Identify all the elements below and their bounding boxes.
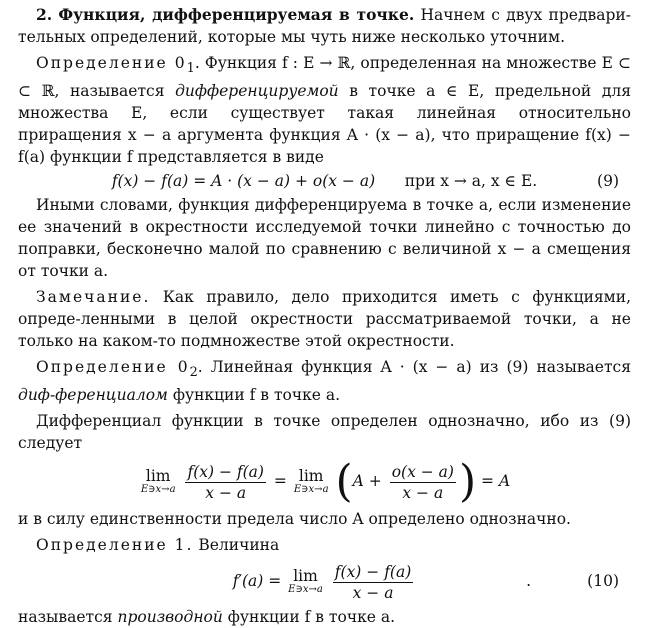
definition-0-1	[18, 52, 631, 168]
limit-A-plus: A +	[352, 472, 382, 491]
limit-result: = A	[481, 472, 511, 491]
equation-9-number: (9)	[597, 172, 619, 191]
section-heading-paragraph	[18, 4, 631, 48]
definition-0-1-label: Определение 0	[36, 54, 187, 72]
section-intro: Начнем с двух предвари-тельных определений, которые мы чуть ниже несколько уточним.	[18, 6, 631, 46]
definition-1	[18, 534, 631, 556]
definition-0-1-term: дифференцируемой	[175, 82, 339, 101]
paragraph-differential: Дифференциал функции в точке определен однозначно, ибо из (9) следует	[18, 412, 631, 453]
equation-10-dot: .	[526, 572, 531, 591]
section-number: 2.	[36, 5, 53, 24]
derivative-term: производной	[117, 608, 223, 627]
equation-9	[18, 170, 631, 192]
definition-0-2-text-b: функции f в точке a.	[167, 386, 341, 405]
limit-equals: =	[273, 472, 287, 491]
definition-1-text: Величина	[193, 536, 280, 555]
definition-0-2-text-a: . Линейная функция A · (x − a) из (9) называется	[197, 358, 631, 377]
paragraph-uniqueness: и в силу единственности предела число A определено однозначно.	[18, 510, 571, 529]
limit-3: lim E∋x→a	[288, 567, 323, 596]
definition-0-2-label: Определение 0	[36, 358, 190, 377]
equation-10	[18, 558, 631, 604]
limit-1: lim E∋x→a	[140, 467, 176, 496]
derivative-text-a: называется	[18, 608, 118, 627]
derivative-text-b: функции f в точке a.	[222, 608, 396, 627]
limit-equation	[18, 456, 631, 506]
definition-0-2-subscript: 2	[189, 365, 198, 381]
definition-1-label: Определение 1.	[36, 536, 194, 555]
paragraph-derivative	[18, 606, 631, 628]
right-paren: )	[458, 456, 477, 508]
definition-0-1-text-b: в точке a ∈ E, предельной для множества E, если существует такая линейная относительно приращения x − a аргумента функция A · (x − a), что приращение f(x) − f(a) функции f представляется в виде	[18, 82, 631, 167]
small-o-quotient: $\frac{o(x - a)}{x - a}$	[391, 462, 454, 502]
remark	[18, 286, 631, 352]
equation-10-number: (10)	[587, 572, 619, 591]
definition-0-1-text-a: . Функция f : E → ℝ, определенная на множестве E ⊂ ⊂ ℝ, называется	[18, 54, 631, 101]
remark-text: Как правило, дело приходится иметь с функциями, опреде-ленными в целой окрестности рассматриваемой точки, а не только на каком-то подмножестве этой окрестности.	[18, 288, 631, 351]
limit-2: lim E∋x→a	[293, 467, 329, 496]
left-paren: (	[335, 456, 353, 508]
derivative-lhs: f′(a) =	[232, 572, 282, 591]
definition-0-2-term: диф-ференциалом	[18, 386, 168, 405]
equation-9-formula: f(x) − f(a) = A · (x − a) + o(x − a)	[111, 172, 376, 191]
remark-label: Замечание.	[36, 288, 151, 307]
equation-9-condition: при x → a, x ∈ E.	[404, 172, 538, 191]
derivative-quotient: $\frac{f(x) - f(a)}{x - a}$	[334, 562, 412, 602]
difference-quotient: $\frac{f(x) - f(a)}{x - a}$	[187, 462, 264, 502]
definition-0-2	[18, 356, 631, 406]
section-title: Функция, дифференцируемая в точке.	[58, 5, 415, 24]
paragraph-in-other-words: Иными словами, функция дифференцируема в точке a, если изменение ее значений в окрестности исследуемой точки линейно с точностью до поправки, бесконечно малой по сравнению с величиной x − a смещения от точки a.	[18, 196, 631, 281]
definition-0-1-subscript: 1	[186, 61, 195, 77]
